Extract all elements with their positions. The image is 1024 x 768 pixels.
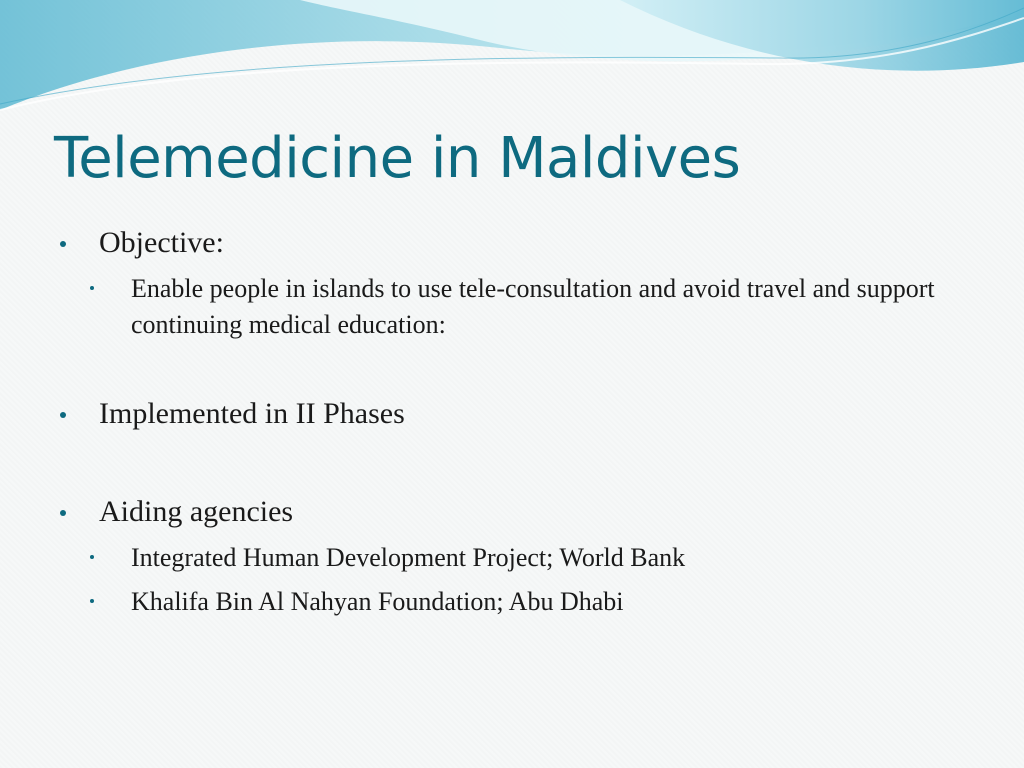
bullet-dot-icon bbox=[60, 510, 66, 516]
bullet-dot-icon bbox=[90, 286, 94, 290]
sub-bullet-agency bbox=[90, 540, 685, 576]
slide-title: Telemedicine in Maldives bbox=[54, 126, 741, 191]
bullet-aiding-agencies bbox=[60, 495, 293, 529]
bullet-objective bbox=[60, 226, 224, 260]
bullet-dot-icon bbox=[90, 599, 94, 603]
sub-bullet-text: Integrated Human Development Project; World Bank bbox=[131, 543, 686, 572]
sub-bullet-text: Khalifa Bin Al Nahyan Foundation; Abu Dhabi bbox=[131, 587, 624, 616]
sub-bullet-objective-detail bbox=[90, 271, 970, 343]
bullet-implemented bbox=[60, 397, 405, 431]
sub-bullet-agency bbox=[90, 584, 624, 620]
bullet-dot-icon bbox=[60, 412, 66, 418]
bullet-text: Implemented in II Phases bbox=[99, 397, 405, 430]
bullet-dot-icon bbox=[60, 241, 66, 247]
bullet-dot-icon bbox=[90, 555, 94, 559]
bullet-text: Objective: bbox=[99, 226, 224, 259]
header-wave-decoration bbox=[0, 0, 1024, 120]
sub-bullet-text: Enable people in islands to use tele-consultation and avoid travel and support continuing medical education: bbox=[131, 274, 935, 339]
bullet-text: Aiding agencies bbox=[99, 495, 294, 528]
